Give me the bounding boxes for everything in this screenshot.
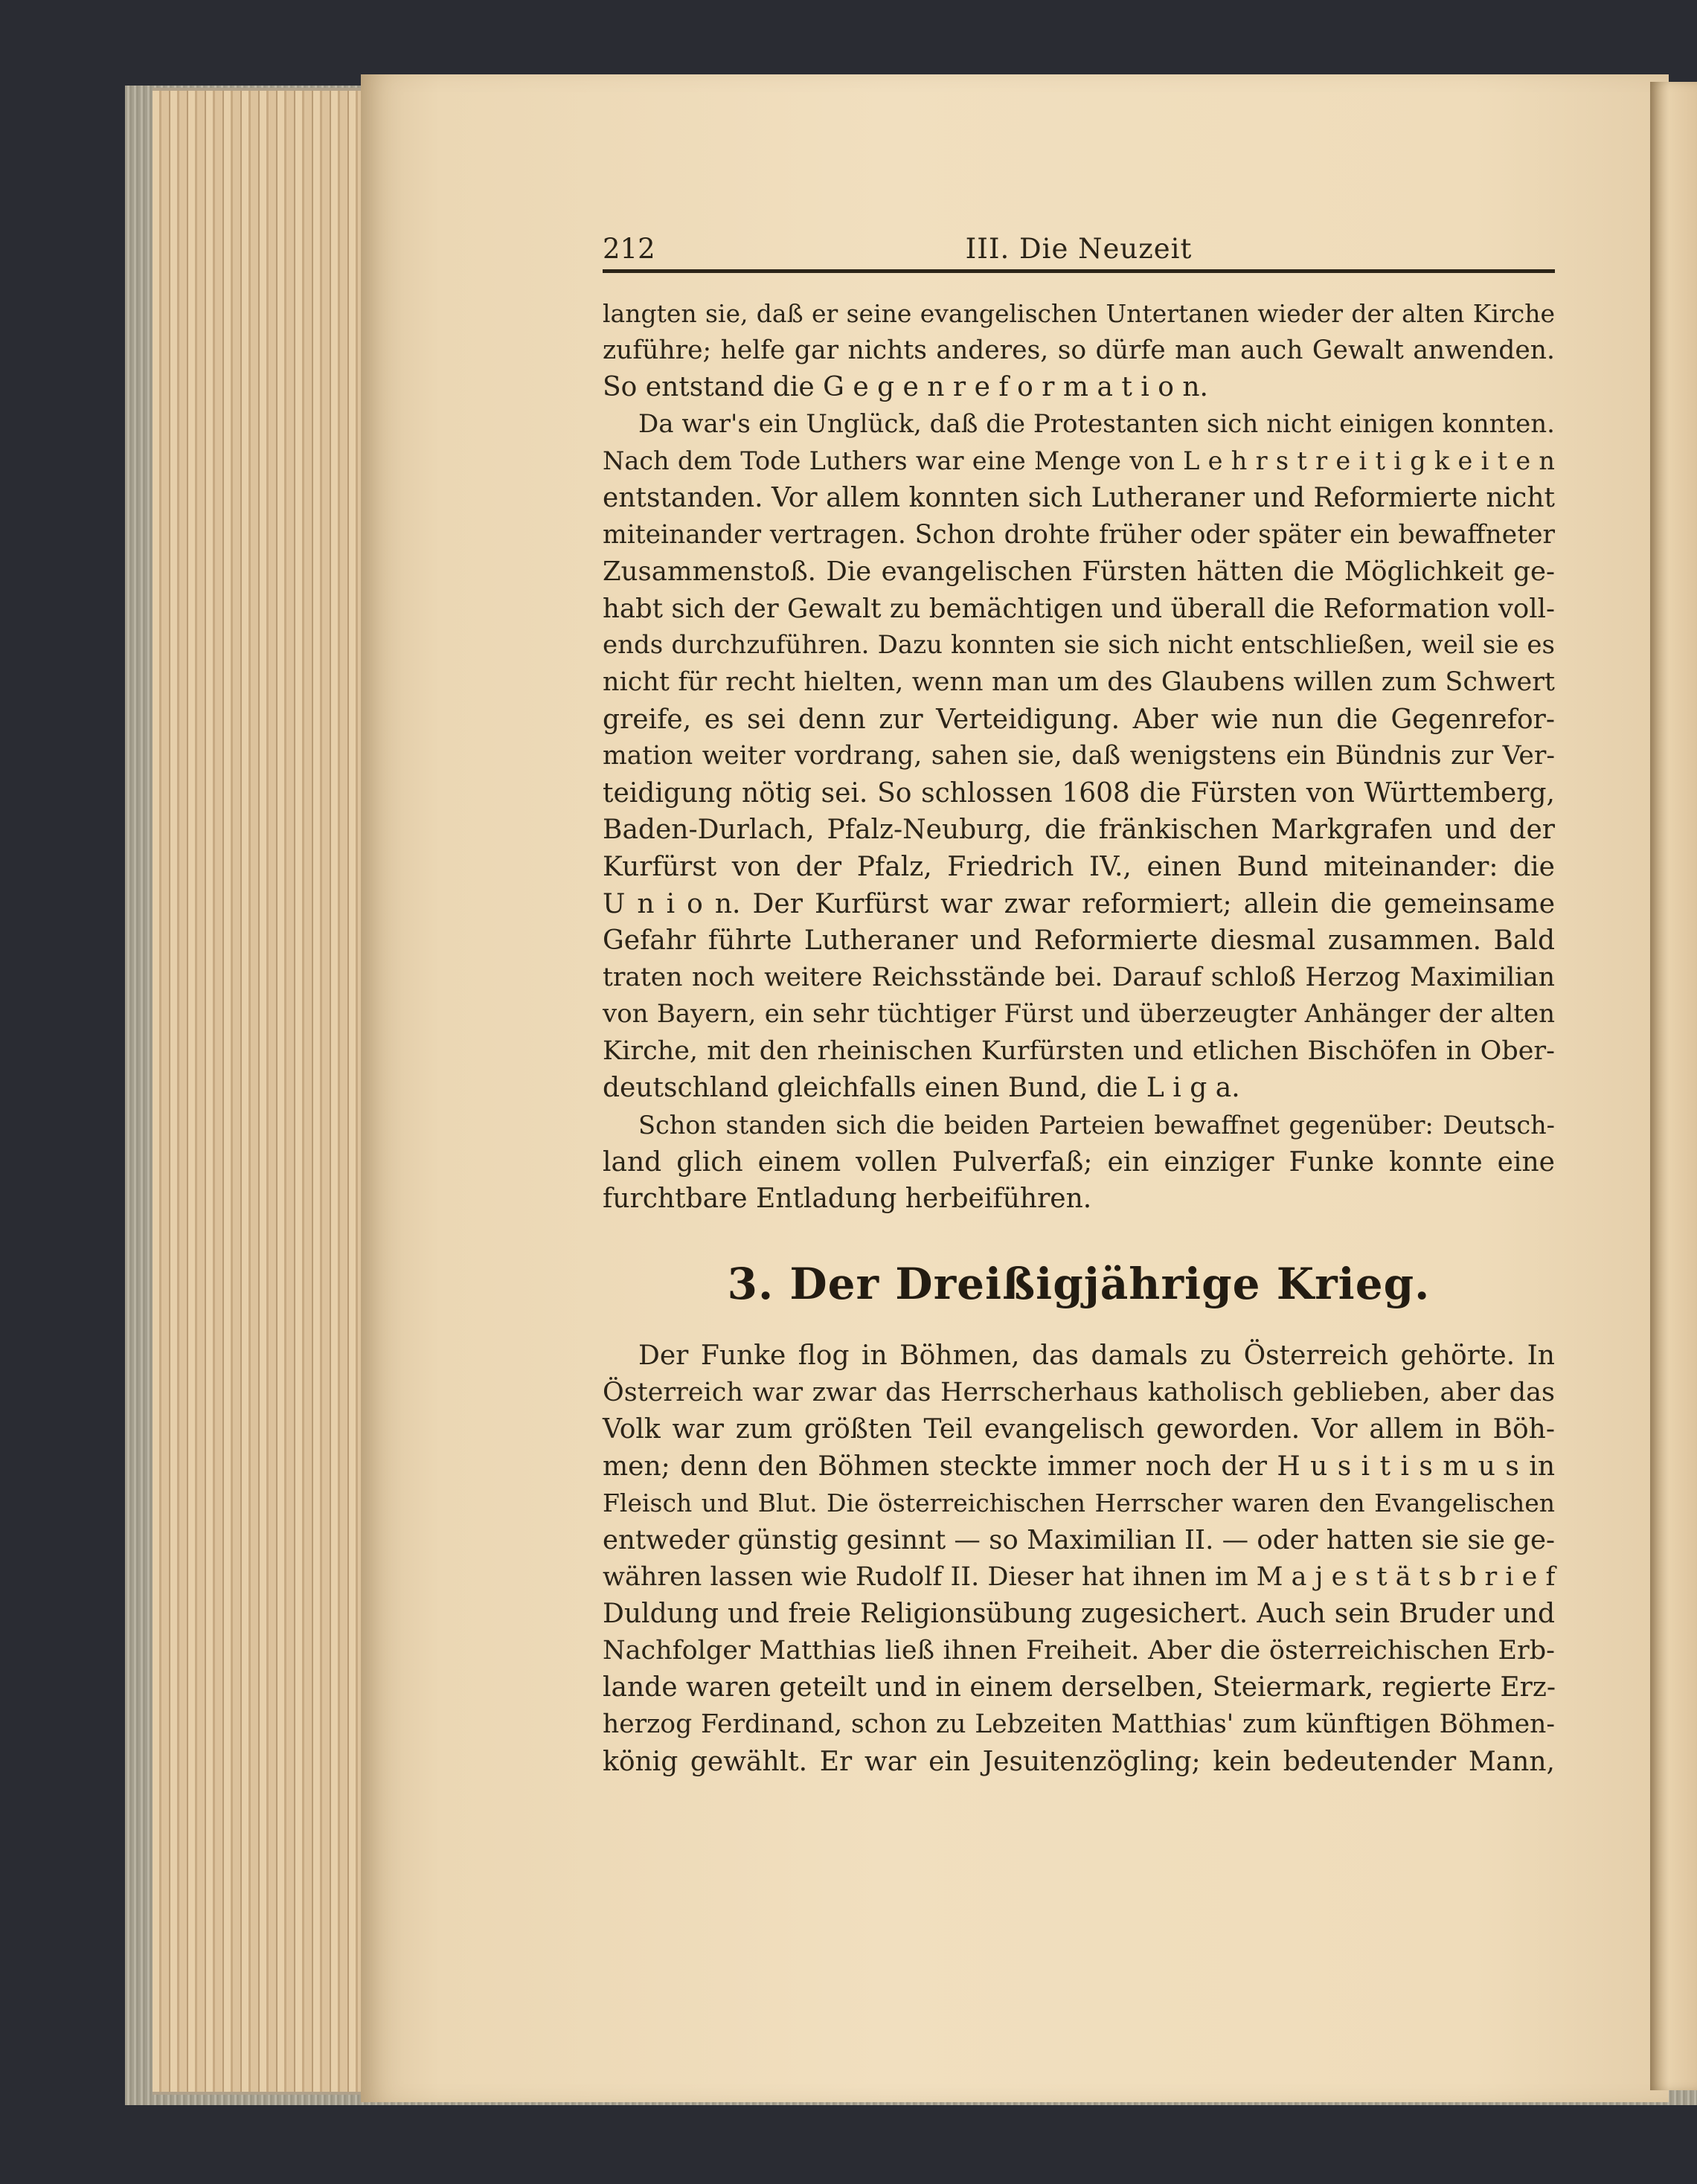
text-line: lande waren geteilt und in einem derselben, Steiermark, regierte Erz- [603,1672,1556,1703]
page-number: 212 [603,233,655,265]
text-line: entweder günstig gesinnt — so Maximilian II. — oder hatten sie sie ge- [603,1524,1555,1555]
text-line: währen lassen wie Rudolf II. Dieser hat ihnen im M a j e s t ä t s b r i e f [603,1561,1556,1592]
text-line: Kurfürst von der Pfalz, Friedrich IV., einen Bund miteinander: die [603,851,1555,882]
text-line: Nach dem Tode Luthers war eine Menge von L e h r s t r e i t i g k e i t e n [603,446,1555,476]
text-line: Zusammenstoß. Die evangelischen Fürsten hätten die Möglichkeit ge- [603,556,1555,588]
text-line: herzog Ferdinand, schon zu Lebzeiten Matthias' zum künftigen Böhmen- [603,1709,1555,1739]
facing-page-edge [1650,82,1697,2090]
text-line: Baden-Durlach, Pfalz-Neuburg, die fränkischen Markgrafen und der [603,815,1555,846]
page-edges [153,88,362,2095]
text-line: könig gewählt. Er war ein Jesuitenzögling; kein bedeutender Mann, [603,1746,1555,1777]
text-line: Fleisch und Blut. Die österreichischen Herrscher waren den Evangelischen [603,1488,1555,1518]
text-line: Der Funke flog in Böhmen, das damals zu Österreich gehörte. In [638,1340,1555,1371]
text-line: U n i o n. Der Kurfürst war zwar reformiert; allein die gemeinsame [603,888,1555,919]
text-line: nicht für recht hielten, wenn man um des Glaubens willen zum Schwert [603,667,1555,697]
text-line: Nachfolger Matthias ließ ihnen Freiheit. Aber die österreichischen Erb- [603,1635,1555,1666]
text-line: von Bayern, ein sehr tüchtiger Fürst und überzeugter Anhänger der alten [603,999,1555,1030]
text-line: mation weiter vordrang, sahen sie, daß wenigstens ein Bündnis zur Ver- [603,741,1555,771]
text-line: entstanden. Vor allem konnten sich Lutheraner und Reformierte nicht [603,482,1555,513]
chapter-title: III. Die Neuzeit [965,233,1193,265]
body-text-top [603,295,1555,1218]
body-text-bottom [603,1337,1555,1780]
text-line: Da war's ein Unglück, daß die Protestanten sich nicht einigen konnten. [638,408,1555,439]
text-line: miteinander vertragen. Schon drohte früher oder später ein bewaffneter [603,519,1555,550]
text-line: habt sich der Gewalt zu bemächtigen und überall die Reformation voll- [603,593,1555,624]
text-line: greife, es sei denn zur Verteidigung. Aber wie nun die Gegenrefor- [603,704,1555,735]
text-line: zuführe; helfe gar nichts anderes, so dürfe man auch Gewalt anwenden. [603,335,1555,365]
running-header [603,227,1555,270]
text-line: ends durchzuführen. Dazu konnten sie sich nicht entschließen, weil sie es [603,630,1555,661]
text-line: furchtbare Entladung herbeiführen. [603,1183,1092,1215]
header-rule [603,269,1555,273]
text-line: Gefahr führte Lutheraner und Reformierte diesmal zusammen. Bald [603,925,1555,957]
text-line: langten sie, daß er seine evangelischen Untertanen wieder der alten Kirche [603,299,1555,328]
text-line: Volk war zum größten Teil evangelisch geworden. Vor allem in Böh- [603,1414,1555,1445]
text-line: land glich einem vollen Pulverfaß; ein einziger Funke konnte eine [603,1146,1555,1178]
text-line: So entstand die G e g e n r e f o r m a t i o n. [603,372,1208,403]
text-line: Schon standen sich die beiden Parteien bewaffnet gegenüber: Deutsch- [638,1111,1555,1140]
text-line: teidigung nötig sei. So schlossen 1608 die Fürsten von Württemberg, [603,777,1555,809]
text-line: Kirche, mit den rheinischen Kurfürsten und etlichen Bischöfen in Ober- [603,1035,1555,1066]
text-line: deutschland gleichfalls einen Bund, die L i g a. [603,1073,1240,1104]
text-line: traten noch weitere Reichsstände bei. Darauf schloß Herzog Maximilian [603,962,1555,992]
section-heading: 3. Der Dreißigjährige Krieg. [727,1259,1431,1309]
text-line: men; denn den Böhmen steckte immer noch der H u s i t i s m u s in [603,1451,1555,1482]
text-line: Duldung und freie Religionsübung zugesichert. Auch sein Bruder und [603,1599,1555,1630]
text-line: Österreich war zwar das Herrscherhaus katholisch geblieben, aber das [603,1377,1555,1407]
